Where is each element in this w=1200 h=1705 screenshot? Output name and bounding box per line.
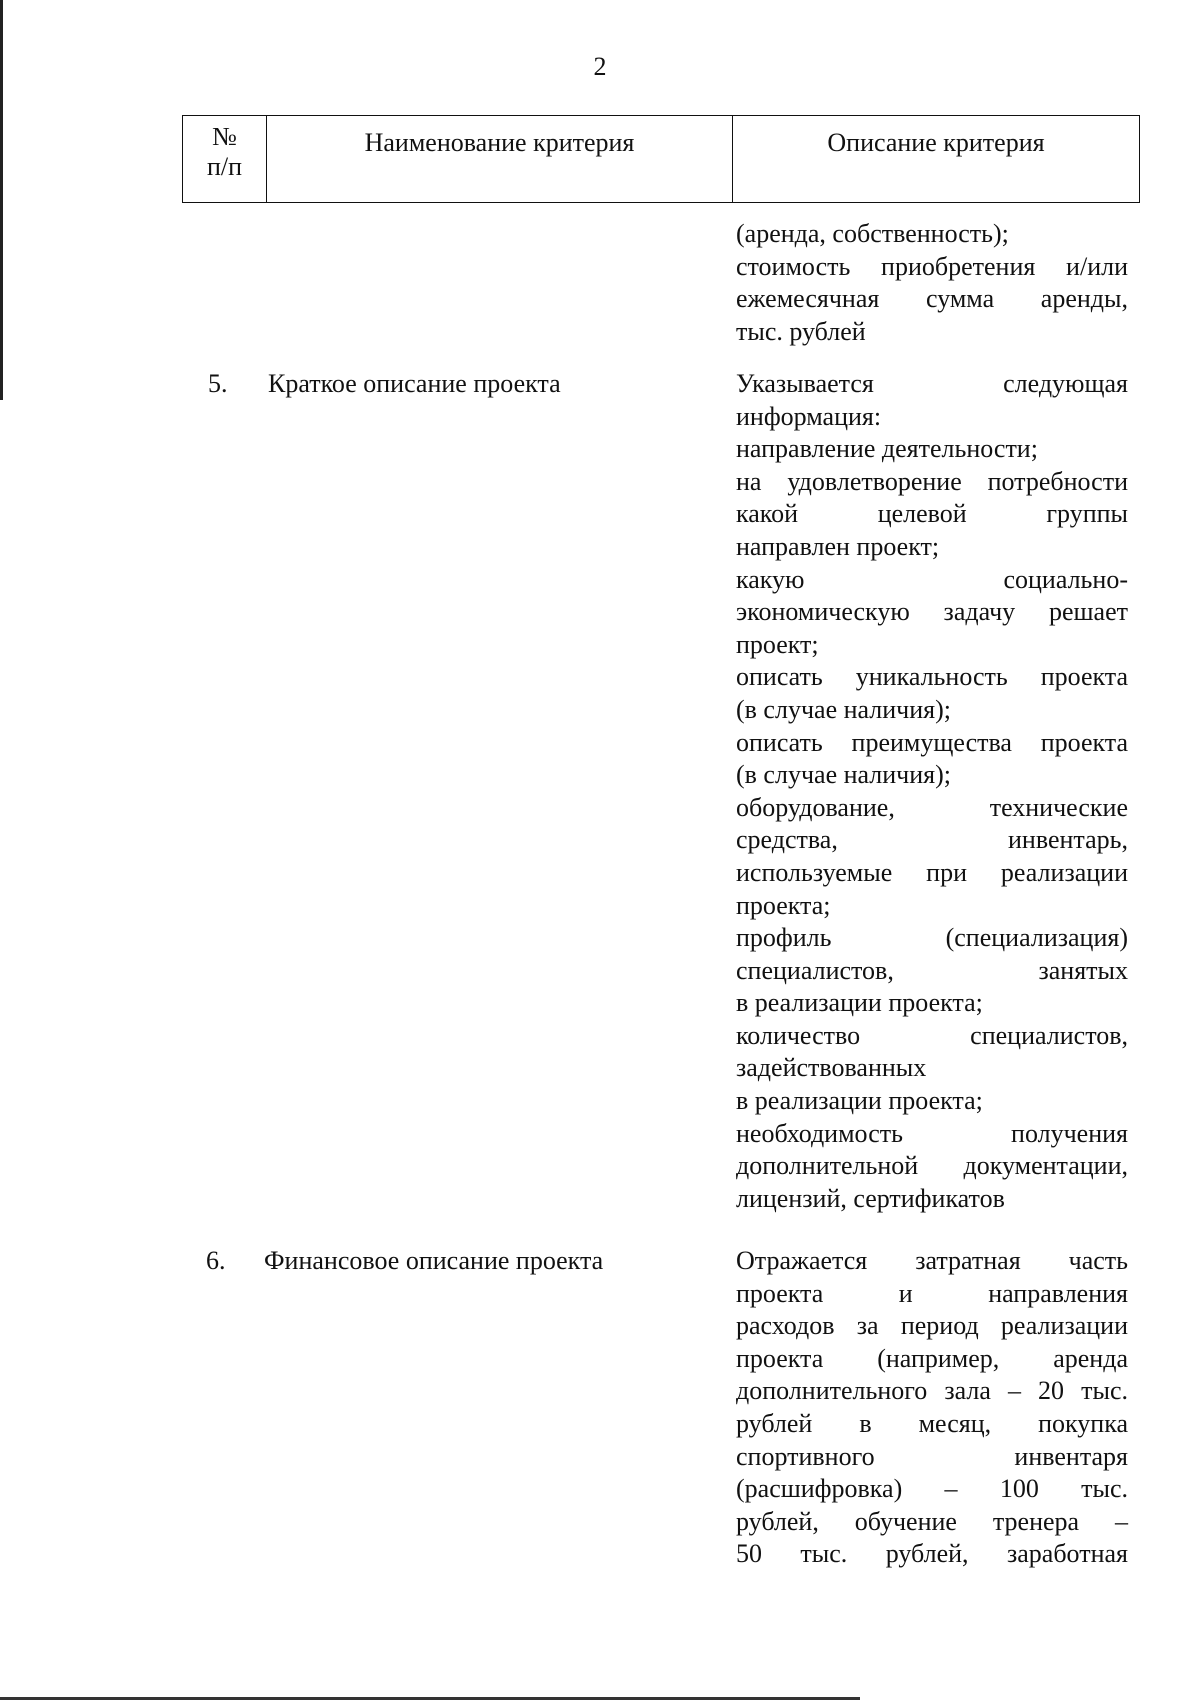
description-line: (в случае наличия); [736, 760, 952, 790]
description-line: дополнительного зала – 20 тыс. [736, 1376, 1128, 1406]
description-line: проекта и направления [736, 1278, 1128, 1308]
description-line: на удовлетворение потребности [736, 466, 1128, 496]
description-line: необходимость получения [736, 1118, 1128, 1148]
column-header-description: Описание критерия [827, 128, 1045, 157]
description-line: (в случае наличия); [736, 694, 952, 724]
description-line: оборудование, технические [736, 792, 1128, 822]
description-line: рублей в месяц, покупка [736, 1408, 1128, 1438]
description-line: описать преимущества проекта [736, 727, 1128, 757]
description-line: какой целевой группы [736, 499, 1128, 529]
criterion-description [736, 1245, 1128, 1571]
description-line: какую социально- [736, 564, 1128, 594]
criterion-description [736, 218, 1128, 348]
column-header-name: Наименование критерия [267, 116, 733, 202]
criterion-number: 5. [208, 369, 228, 398]
description-line: ежемесячная сумма аренды, [736, 284, 1128, 314]
description-line: используемые при реализации [736, 857, 1128, 887]
description-line: расходов за период реализации [736, 1311, 1128, 1341]
description-line: задействованных [736, 1053, 927, 1083]
column-header-number: № п/п [183, 116, 267, 202]
description-line: в реализации проекта; [736, 1086, 983, 1116]
description-line: экономическую задачу решает [736, 597, 1128, 627]
description-line: специалистов, занятых [736, 955, 1128, 985]
description-line: Отражается затратная часть [736, 1246, 1128, 1275]
criterion-name: Краткое описание проекта [268, 369, 561, 398]
description-line: (расшифровка) – 100 тыс. [736, 1474, 1128, 1504]
bottom-scan-rule [0, 1697, 860, 1700]
description-line: направление деятельности; [736, 434, 1038, 464]
criterion-number: 6. [206, 1246, 226, 1275]
description-line: проекта; [736, 890, 831, 920]
description-line: 50 тыс. рублей, заработная [736, 1539, 1128, 1569]
description-line: средства, инвентарь, [736, 825, 1128, 855]
description-line: стоимость приобретения и/или [736, 251, 1128, 281]
description-line: описать уникальность проекта [736, 662, 1128, 692]
description-line: Указывается следующая [736, 369, 1128, 398]
description-line: тыс. рублей [736, 316, 866, 346]
criterion-name: Финансовое описание проекта [264, 1246, 604, 1275]
description-line: (аренда, собственность); [736, 219, 1009, 248]
description-line: профиль (специализация) [736, 923, 1128, 953]
description-line: спортивного инвентаря [736, 1441, 1128, 1471]
description-line: лицензий, сертификатов [736, 1183, 1005, 1213]
description-line: направлен проект; [736, 531, 940, 561]
description-line: рублей, обучение тренера – [736, 1506, 1128, 1536]
description-line: в реализации проекта; [736, 988, 983, 1018]
description-line: количество специалистов, [736, 1020, 1128, 1050]
description-line: проект; [736, 629, 819, 659]
description-line: информация: [736, 401, 882, 431]
page-number: 2 [593, 52, 607, 81]
description-line: проекта (например, аренда [736, 1343, 1128, 1373]
table-header [182, 115, 1140, 203]
criterion-description [736, 368, 1128, 1215]
description-line: дополнительной документации, [736, 1151, 1128, 1181]
